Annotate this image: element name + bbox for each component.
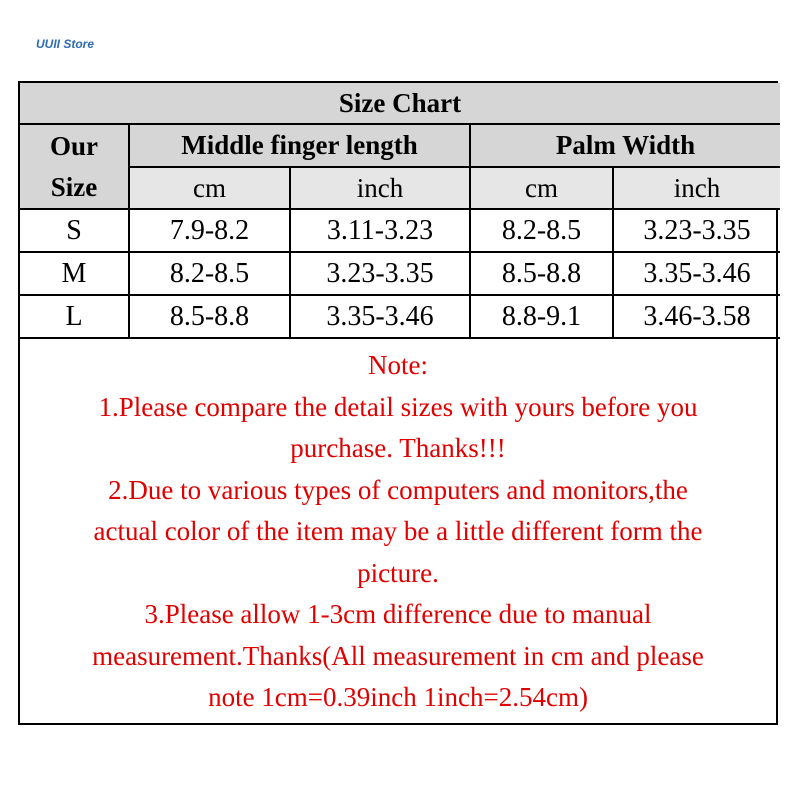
size-cell: M — [20, 252, 129, 295]
value-cell: 3.35-3.46 — [613, 252, 780, 295]
note-line: note 1cm=0.39inch 1inch=2.54cm) — [208, 682, 588, 712]
value-cell: 7.9-8.2 — [129, 209, 290, 252]
table-row — [20, 252, 780, 295]
value-cell: 3.46-3.58 — [613, 295, 780, 338]
unit-header: inch — [613, 167, 780, 209]
value-cell: 8.2-8.5 — [129, 252, 290, 295]
table-row — [20, 209, 780, 252]
value-cell: 8.8-9.1 — [470, 295, 613, 338]
note-line: Note: — [368, 350, 428, 380]
note-line: measurement.Thanks(All measurement in cm and please — [92, 640, 704, 671]
value-cell: 8.5-8.8 — [470, 252, 613, 295]
size-table — [20, 83, 780, 339]
middle-finger-header: Middle finger length — [129, 124, 470, 167]
note-line: 2.Due to various types of computers and monitors,the — [108, 474, 688, 505]
note-line: actual color of the item may be a little different form the — [93, 516, 703, 546]
chart-title: Size Chart — [20, 83, 780, 124]
value-cell: 8.2-8.5 — [470, 209, 613, 252]
store-watermark: UUII Store — [36, 37, 95, 51]
value-cell: 3.23-3.35 — [613, 209, 780, 252]
note-block — [20, 339, 776, 723]
unit-header: inch — [290, 167, 470, 209]
value-cell: 3.35-3.46 — [290, 295, 470, 338]
note-line: picture. — [357, 557, 439, 588]
note-line: purchase. Thanks!!! — [290, 433, 506, 463]
our-size-header — [20, 124, 129, 209]
size-chart — [18, 81, 778, 725]
note-line: 1.Please compare the detail sizes with yours before you — [98, 391, 698, 422]
palm-width-header: Palm Width — [470, 124, 780, 167]
unit-header: cm — [129, 167, 290, 209]
value-cell: 3.11-3.23 — [290, 209, 470, 252]
our-size-line-2: Size — [50, 171, 98, 202]
table-row — [20, 295, 780, 338]
note-line: 3.Please allow 1-3cm difference due to manual — [144, 599, 652, 629]
value-cell: 3.23-3.35 — [290, 252, 470, 295]
size-cell: L — [20, 295, 129, 338]
unit-header: cm — [470, 167, 613, 209]
size-cell: S — [20, 209, 129, 252]
value-cell: 8.5-8.8 — [129, 295, 290, 338]
our-size-line-1: Our — [49, 130, 98, 161]
